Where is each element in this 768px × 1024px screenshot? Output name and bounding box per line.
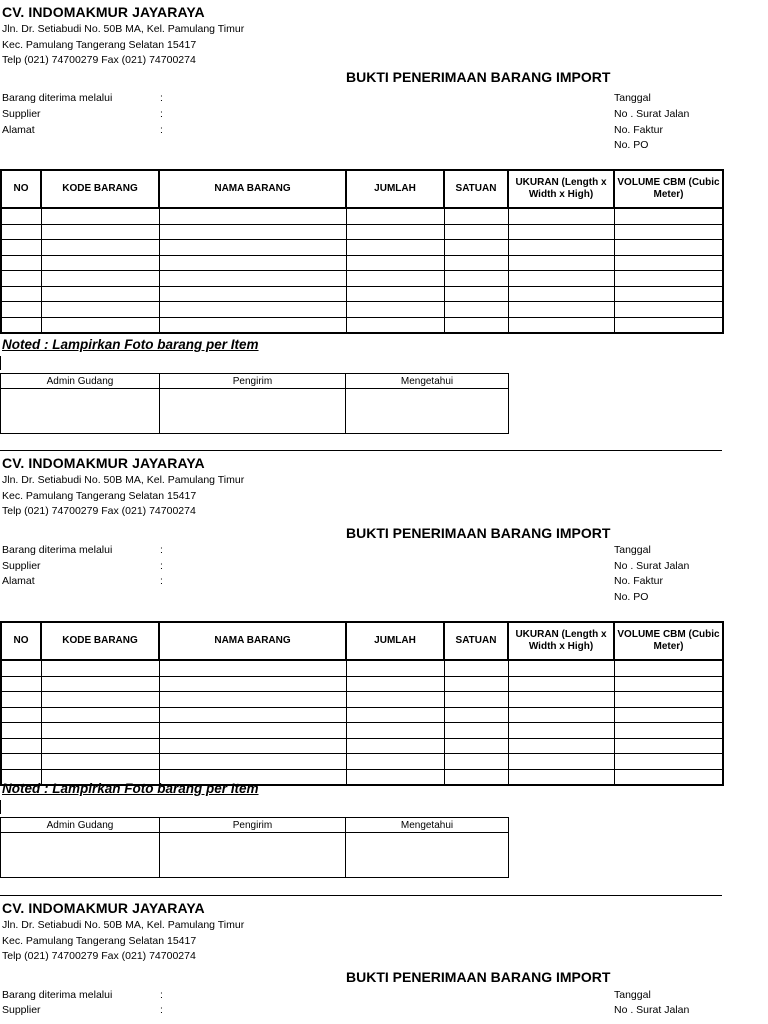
table-cell — [508, 738, 614, 754]
form-separator — [0, 450, 722, 451]
table-cell — [346, 255, 444, 271]
field-colon: : — [160, 124, 163, 136]
items-table — [0, 621, 724, 786]
company-address-line1: Jln. Dr. Setiabudi No. 50B MA, Kel. Pamulang Timur — [2, 919, 245, 931]
receipt-form-2 — [0, 452, 768, 897]
table-cell — [346, 317, 444, 333]
table-cell — [444, 692, 508, 708]
table-cell — [508, 317, 614, 333]
table-cell — [508, 240, 614, 256]
table-cell — [41, 224, 159, 240]
field-colon: : — [160, 989, 163, 1001]
table-cell — [346, 769, 444, 785]
company-name: CV. INDOMAKMUR JAYARAYA — [2, 4, 205, 20]
table-cell — [444, 723, 508, 739]
table-cell — [508, 754, 614, 770]
signature-table — [0, 373, 509, 434]
table-cell — [444, 286, 508, 302]
table-row — [1, 707, 723, 723]
table-cell — [159, 676, 346, 692]
table-cell — [159, 208, 346, 224]
signature-sender-label: Pengirim — [160, 818, 346, 833]
table-cell — [444, 255, 508, 271]
table-row — [1, 317, 723, 333]
table-cell — [1, 224, 41, 240]
table-cell — [508, 208, 614, 224]
signature-admin-box — [1, 833, 160, 878]
header-unit: SATUAN — [444, 622, 508, 660]
header-size: UKURAN (Length x Width x High) — [508, 170, 614, 208]
table-cell — [508, 255, 614, 271]
table-cell — [508, 660, 614, 676]
table-cell — [614, 769, 723, 785]
signature-acknowledged-label: Mengetahui — [346, 374, 509, 389]
table-row — [1, 224, 723, 240]
table-cell — [508, 707, 614, 723]
header-item-name: NAMA BARANG — [159, 622, 346, 660]
field-label-date: Tanggal — [614, 92, 651, 104]
table-cell — [614, 660, 723, 676]
table-cell — [614, 754, 723, 770]
table-cell — [614, 317, 723, 333]
header-unit: SATUAN — [444, 170, 508, 208]
note-attach-photo: Noted : Lampirkan Foto barang per Item — [2, 337, 259, 352]
table-cell — [346, 754, 444, 770]
field-label-delivery-note: No . Surat Jalan — [614, 560, 690, 572]
header-volume: VOLUME CBM (Cubic Meter) — [614, 622, 723, 660]
table-cell — [159, 738, 346, 754]
document-title: BUKTI PENERIMAAN BARANG IMPORT — [346, 969, 611, 985]
header-item-code: KODE BARANG — [41, 622, 159, 660]
table-cell — [346, 738, 444, 754]
table-cell — [1, 302, 41, 318]
table-cell — [614, 208, 723, 224]
company-address-line2: Kec. Pamulang Tangerang Selatan 15417 — [2, 490, 197, 502]
table-cell — [346, 286, 444, 302]
table-cell — [444, 769, 508, 785]
field-label-invoice: No. Faktur — [614, 575, 664, 587]
document-title: BUKTI PENERIMAAN BARANG IMPORT — [346, 525, 611, 541]
table-cell — [1, 754, 41, 770]
table-cell — [614, 271, 723, 287]
company-address-line2: Kec. Pamulang Tangerang Selatan 15417 — [2, 39, 197, 51]
table-cell — [508, 692, 614, 708]
table-cell — [346, 271, 444, 287]
table-cell — [159, 286, 346, 302]
table-cell — [41, 676, 159, 692]
field-colon: : — [160, 92, 163, 104]
field-label-address: Alamat — [2, 575, 35, 587]
header-item-name: NAMA BARANG — [159, 170, 346, 208]
table-cell — [1, 676, 41, 692]
table-cell — [41, 692, 159, 708]
table-cell — [41, 208, 159, 224]
table-cell — [1, 707, 41, 723]
company-name: CV. INDOMAKMUR JAYARAYA — [2, 455, 205, 471]
header-quantity: JUMLAH — [346, 170, 444, 208]
field-label-supplier: Supplier — [2, 108, 41, 120]
header-item-code: KODE BARANG — [41, 170, 159, 208]
field-label-via: Barang diterima melalui — [2, 92, 113, 104]
table-cell — [614, 676, 723, 692]
company-address-line1: Jln. Dr. Setiabudi No. 50B MA, Kel. Pamulang Timur — [2, 23, 245, 35]
table-row — [1, 208, 723, 224]
table-cell — [508, 286, 614, 302]
field-colon: : — [160, 1004, 163, 1016]
field-label-delivery-note: No . Surat Jalan — [614, 1004, 690, 1016]
table-cell — [41, 255, 159, 271]
signature-acknowledged-box — [346, 833, 509, 878]
table-cell — [346, 224, 444, 240]
company-phone: Telp (021) 74700279 Fax (021) 74700274 — [2, 950, 196, 962]
table-cell — [41, 271, 159, 287]
table-cell — [41, 707, 159, 723]
table-cell — [346, 723, 444, 739]
table-cell — [41, 286, 159, 302]
table-cell — [41, 660, 159, 676]
table-cell — [346, 707, 444, 723]
table-cell — [159, 302, 346, 318]
signature-acknowledged-box — [346, 389, 509, 434]
table-cell — [159, 317, 346, 333]
table-cell — [444, 224, 508, 240]
signature-admin-label: Admin Gudang — [1, 818, 160, 833]
table-cell — [159, 754, 346, 770]
table-cell — [159, 240, 346, 256]
table-row — [1, 286, 723, 302]
table-cell — [614, 707, 723, 723]
table-cell — [1, 723, 41, 739]
company-name: CV. INDOMAKMUR JAYARAYA — [2, 900, 205, 916]
table-row — [1, 723, 723, 739]
cell-marker — [0, 800, 1, 814]
header-no: NO — [1, 170, 41, 208]
table-cell — [444, 707, 508, 723]
items-table-header — [1, 170, 723, 208]
field-colon: : — [160, 560, 163, 572]
table-cell — [444, 240, 508, 256]
field-colon: : — [160, 575, 163, 587]
receipt-form-3 — [0, 897, 768, 1024]
field-label-supplier: Supplier — [2, 1004, 41, 1016]
items-table — [0, 169, 724, 334]
table-cell — [614, 286, 723, 302]
table-cell — [159, 660, 346, 676]
table-row — [1, 271, 723, 287]
field-label-date: Tanggal — [614, 544, 651, 556]
table-cell — [41, 754, 159, 770]
table-cell — [41, 738, 159, 754]
table-cell — [444, 754, 508, 770]
table-cell — [614, 738, 723, 754]
table-cell — [1, 738, 41, 754]
form-separator — [0, 895, 722, 896]
table-cell — [346, 240, 444, 256]
table-cell — [614, 692, 723, 708]
field-label-via: Barang diterima melalui — [2, 989, 113, 1001]
field-colon: : — [160, 108, 163, 120]
signature-sender-box — [160, 389, 346, 434]
field-label-invoice: No. Faktur — [614, 124, 664, 136]
table-cell — [346, 208, 444, 224]
table-cell — [1, 660, 41, 676]
table-cell — [41, 723, 159, 739]
document-title: BUKTI PENERIMAAN BARANG IMPORT — [346, 69, 611, 85]
table-cell — [614, 302, 723, 318]
table-row — [1, 676, 723, 692]
table-cell — [508, 271, 614, 287]
table-cell — [159, 255, 346, 271]
items-table-body — [1, 208, 723, 333]
signature-admin-box — [1, 389, 160, 434]
table-cell — [508, 676, 614, 692]
table-cell — [41, 302, 159, 318]
table-cell — [508, 769, 614, 785]
signature-acknowledged-label: Mengetahui — [346, 818, 509, 833]
field-label-address: Alamat — [2, 124, 35, 136]
table-row — [1, 302, 723, 318]
table-cell — [1, 255, 41, 271]
signature-sender-box — [160, 833, 346, 878]
table-cell — [444, 676, 508, 692]
header-no: NO — [1, 622, 41, 660]
receipt-form-1 — [0, 0, 768, 445]
table-cell — [444, 738, 508, 754]
field-label-po: No. PO — [614, 591, 649, 603]
field-label-via: Barang diterima melalui — [2, 544, 113, 556]
table-row — [1, 660, 723, 676]
field-label-date: Tanggal — [614, 989, 651, 1001]
table-cell — [346, 692, 444, 708]
table-cell — [159, 224, 346, 240]
table-cell — [1, 240, 41, 256]
signature-table — [0, 817, 509, 878]
company-address-line1: Jln. Dr. Setiabudi No. 50B MA, Kel. Pamulang Timur — [2, 474, 245, 486]
header-quantity: JUMLAH — [346, 622, 444, 660]
table-row — [1, 240, 723, 256]
table-cell — [614, 255, 723, 271]
company-phone: Telp (021) 74700279 Fax (021) 74700274 — [2, 505, 196, 517]
table-cell — [508, 224, 614, 240]
company-phone: Telp (021) 74700279 Fax (021) 74700274 — [2, 54, 196, 66]
table-cell — [1, 692, 41, 708]
table-cell — [41, 240, 159, 256]
table-row — [1, 255, 723, 271]
table-cell — [444, 208, 508, 224]
items-table-header — [1, 622, 723, 660]
table-cell — [346, 302, 444, 318]
field-colon: : — [160, 544, 163, 556]
table-cell — [159, 723, 346, 739]
table-cell — [1, 317, 41, 333]
field-label-po: No. PO — [614, 139, 649, 151]
table-cell — [1, 286, 41, 302]
company-address-line2: Kec. Pamulang Tangerang Selatan 15417 — [2, 935, 197, 947]
cell-marker — [0, 356, 1, 370]
table-cell — [346, 660, 444, 676]
header-size: UKURAN (Length x Width x High) — [508, 622, 614, 660]
table-cell — [444, 317, 508, 333]
field-label-supplier: Supplier — [2, 560, 41, 572]
table-cell — [508, 302, 614, 318]
table-cell — [508, 723, 614, 739]
table-cell — [41, 317, 159, 333]
table-row — [1, 738, 723, 754]
table-cell — [1, 208, 41, 224]
table-cell — [159, 707, 346, 723]
table-row — [1, 692, 723, 708]
table-cell — [444, 271, 508, 287]
table-row — [1, 754, 723, 770]
signature-sender-label: Pengirim — [160, 374, 346, 389]
table-cell — [614, 723, 723, 739]
table-cell — [159, 271, 346, 287]
table-cell — [346, 676, 444, 692]
field-label-delivery-note: No . Surat Jalan — [614, 108, 690, 120]
table-cell — [1, 271, 41, 287]
table-cell — [614, 240, 723, 256]
note-attach-photo: Noted : Lampirkan Foto barang per Item — [2, 781, 259, 796]
items-table-body — [1, 660, 723, 785]
table-cell — [614, 224, 723, 240]
table-cell — [444, 302, 508, 318]
table-cell — [159, 692, 346, 708]
signature-admin-label: Admin Gudang — [1, 374, 160, 389]
header-volume: VOLUME CBM (Cubic Meter) — [614, 170, 723, 208]
table-cell — [444, 660, 508, 676]
